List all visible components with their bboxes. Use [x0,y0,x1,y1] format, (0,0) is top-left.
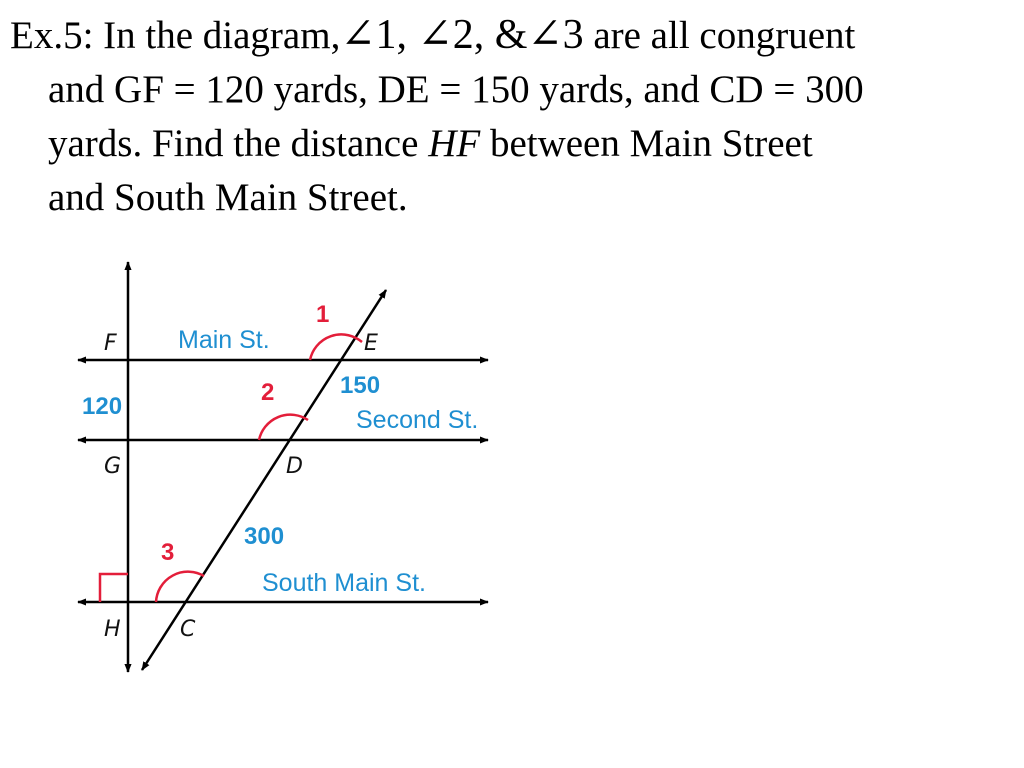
angle-3-label: 3 [161,539,175,566]
problem-line-3-a: yards. Find the distance [48,122,429,165]
point-e-label: E [364,331,378,356]
south-main-street-label: South Main St. [262,569,426,597]
angle-2-arc [259,415,308,440]
problem-prefix: Ex.5: In the diagram, [10,14,341,57]
angle-1-arc [310,334,362,360]
point-h-label: H [104,617,121,642]
right-angle-marker [100,574,128,602]
main-street-label: Main St. [178,326,270,354]
street-diagram [0,250,520,690]
angle-1-label: 1 [316,301,330,328]
de-measure: 150 [340,372,381,399]
angle-list: ∠1, ∠2, &∠3 [340,12,584,58]
distance-variable: HF [428,122,481,165]
point-d-label: D [286,454,303,479]
angle-2-label: 2 [261,379,275,406]
second-street-label: Second St. [356,406,479,434]
problem-line-3-b: between Main Street [480,122,813,165]
point-c-label: C [180,617,196,642]
problem-line-4: and South Main Street. [48,176,408,219]
cd-measure: 300 [244,523,285,550]
problem-line-1 [10,8,1014,63]
point-f-label: F [104,331,117,356]
problem-text [10,8,1014,225]
problem-line-3 [10,117,1014,171]
point-g-label: G [104,454,122,479]
gf-measure: 120 [82,393,123,420]
problem-line-2: and GF = 120 yards, DE = 150 yards, and CD = 300 [48,68,864,111]
problem-line-1-rest: are all congruent [583,14,856,57]
